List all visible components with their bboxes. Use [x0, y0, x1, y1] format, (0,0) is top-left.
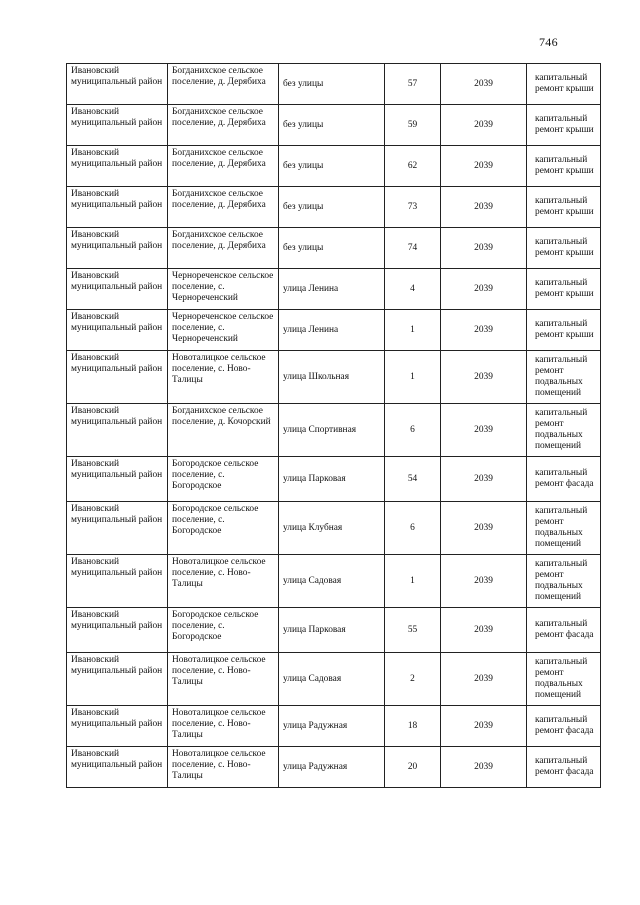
table-row [67, 747, 601, 788]
cell-work-type: капитальный ремонт фасада [527, 457, 601, 502]
cell-year: 2039 [441, 653, 527, 706]
cell-street: улица Парковая [279, 457, 385, 502]
cell-district: Ивановский муниципальный район [67, 105, 168, 146]
cell-work-type: капитальный ремонт крыши [527, 228, 601, 269]
cell-street: улица Клубная [279, 502, 385, 555]
cell-settlement: Богданихское сельское поселение, д. Дерябиха [168, 146, 279, 187]
cell-year: 2039 [441, 146, 527, 187]
cell-district: Ивановский муниципальный район [67, 269, 168, 310]
cell-house-number: 6 [385, 502, 441, 555]
cell-district: Ивановский муниципальный район [67, 608, 168, 653]
cell-street: улица Садовая [279, 555, 385, 608]
cell-work-type: капитальный ремонт крыши [527, 105, 601, 146]
table-row [67, 269, 601, 310]
cell-settlement: Богородское сельское поселение, с. Богородское [168, 457, 279, 502]
cell-street: улица Школьная [279, 351, 385, 404]
cell-year: 2039 [441, 555, 527, 608]
cell-street: улица Ленина [279, 310, 385, 351]
cell-district: Ивановский муниципальный район [67, 747, 168, 788]
cell-district: Ивановский муниципальный район [67, 146, 168, 187]
table-row [67, 502, 601, 555]
cell-house-number: 74 [385, 228, 441, 269]
cell-street: без улицы [279, 228, 385, 269]
table-row [67, 64, 601, 105]
table-row [67, 608, 601, 653]
table-row [67, 555, 601, 608]
cell-district: Ивановский муниципальный район [67, 457, 168, 502]
cell-district: Ивановский муниципальный район [67, 310, 168, 351]
cell-settlement: Новоталицкое сельское поселение, с. Ново-Талицы [168, 555, 279, 608]
cell-work-type: капитальный ремонт фасада [527, 608, 601, 653]
cell-house-number: 1 [385, 310, 441, 351]
cell-street: улица Радужная [279, 706, 385, 747]
cell-year: 2039 [441, 608, 527, 653]
cell-house-number: 1 [385, 555, 441, 608]
cell-house-number: 4 [385, 269, 441, 310]
cell-settlement: Новоталицкое сельское поселение, с. Ново-Талицы [168, 351, 279, 404]
table-row [67, 187, 601, 228]
cell-settlement: Богородское сельское поселение, с. Богородское [168, 502, 279, 555]
table-row [67, 457, 601, 502]
cell-district: Ивановский муниципальный район [67, 706, 168, 747]
cell-settlement: Чернореченское сельское поселение, с. Чернореченский [168, 310, 279, 351]
cell-settlement: Новоталицкое сельское поселение, с. Ново-Талицы [168, 653, 279, 706]
table-row [67, 105, 601, 146]
cell-house-number: 55 [385, 608, 441, 653]
cell-year: 2039 [441, 64, 527, 105]
cell-district: Ивановский муниципальный район [67, 351, 168, 404]
cell-work-type: капитальный ремонт фасада [527, 747, 601, 788]
cell-house-number: 62 [385, 146, 441, 187]
table-row [67, 146, 601, 187]
cell-year: 2039 [441, 310, 527, 351]
cell-work-type: капитальный ремонт подвальных помещений [527, 502, 601, 555]
cell-year: 2039 [441, 105, 527, 146]
cell-year: 2039 [441, 502, 527, 555]
table-row [67, 310, 601, 351]
cell-street: улица Садовая [279, 653, 385, 706]
cell-district: Ивановский муниципальный район [67, 502, 168, 555]
cell-work-type: капитальный ремонт крыши [527, 310, 601, 351]
cell-street: без улицы [279, 146, 385, 187]
cell-district: Ивановский муниципальный район [67, 653, 168, 706]
table-row [67, 351, 601, 404]
cell-settlement: Богданихское сельское поселение, д. Дерябиха [168, 64, 279, 105]
cell-house-number: 59 [385, 105, 441, 146]
cell-year: 2039 [441, 747, 527, 788]
cell-settlement: Новоталицкое сельское поселение, с. Ново-Талицы [168, 747, 279, 788]
cell-house-number: 18 [385, 706, 441, 747]
cell-settlement: Богданихское сельское поселение, д. Дерябиха [168, 105, 279, 146]
cell-work-type: капитальный ремонт подвальных помещений [527, 404, 601, 457]
cell-district: Ивановский муниципальный район [67, 404, 168, 457]
cell-street: без улицы [279, 187, 385, 228]
cell-year: 2039 [441, 228, 527, 269]
cell-house-number: 57 [385, 64, 441, 105]
cell-year: 2039 [441, 404, 527, 457]
cell-year: 2039 [441, 269, 527, 310]
cell-street: улица Парковая [279, 608, 385, 653]
table-row [67, 404, 601, 457]
cell-street: улица Радужная [279, 747, 385, 788]
page-number: 746 [539, 35, 558, 49]
cell-work-type: капитальный ремонт подвальных помещений [527, 653, 601, 706]
cell-street: без улицы [279, 64, 385, 105]
cell-settlement: Богданихское сельское поселение, д. Кочорский [168, 404, 279, 457]
cell-work-type: капитальный ремонт крыши [527, 187, 601, 228]
table-row [67, 706, 601, 747]
cell-settlement: Богданихское сельское поселение, д. Дерябиха [168, 187, 279, 228]
cell-year: 2039 [441, 351, 527, 404]
cell-house-number: 6 [385, 404, 441, 457]
cell-district: Ивановский муниципальный район [67, 64, 168, 105]
table-row [67, 228, 601, 269]
cell-house-number: 20 [385, 747, 441, 788]
cell-house-number: 2 [385, 653, 441, 706]
cell-district: Ивановский муниципальный район [67, 187, 168, 228]
cell-year: 2039 [441, 457, 527, 502]
cell-street: улица Ленина [279, 269, 385, 310]
cell-year: 2039 [441, 187, 527, 228]
cell-street: без улицы [279, 105, 385, 146]
table-body [67, 64, 601, 788]
cell-work-type: капитальный ремонт крыши [527, 269, 601, 310]
repair-schedule-table [66, 63, 601, 788]
cell-work-type: капитальный ремонт подвальных помещений [527, 555, 601, 608]
cell-street: улица Спортивная [279, 404, 385, 457]
cell-settlement: Богородское сельское поселение, с. Богородское [168, 608, 279, 653]
cell-work-type: капитальный ремонт фасада [527, 706, 601, 747]
cell-work-type: капитальный ремонт крыши [527, 146, 601, 187]
cell-settlement: Чернореченское сельское поселение, с. Чернореченский [168, 269, 279, 310]
cell-year: 2039 [441, 706, 527, 747]
cell-house-number: 73 [385, 187, 441, 228]
cell-district: Ивановский муниципальный район [67, 228, 168, 269]
table-row [67, 653, 601, 706]
cell-settlement: Новоталицкое сельское поселение, с. Ново-Талицы [168, 706, 279, 747]
cell-work-type: капитальный ремонт подвальных помещений [527, 351, 601, 404]
cell-settlement: Богданихское сельское поселение, д. Дерябиха [168, 228, 279, 269]
cell-district: Ивановский муниципальный район [67, 555, 168, 608]
cell-house-number: 54 [385, 457, 441, 502]
cell-work-type: капитальный ремонт крыши [527, 64, 601, 105]
cell-house-number: 1 [385, 351, 441, 404]
